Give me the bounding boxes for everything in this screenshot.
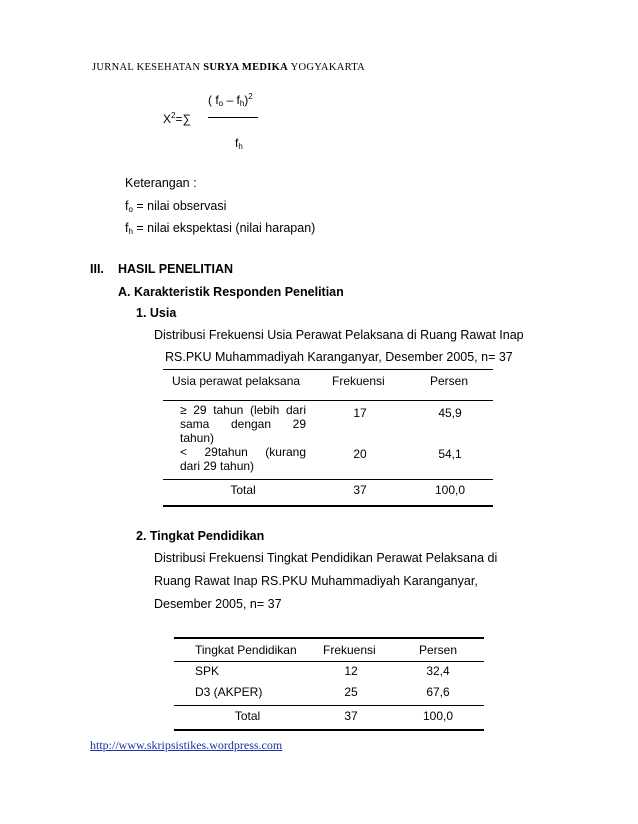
- pendidikan-caption-line1: Distribusi Frekuensi Tingkat Pendidikan Perawat Pelaksana di: [154, 551, 498, 565]
- pendidikan-table-top-rule: [174, 637, 484, 639]
- usia-row1-label-l2: sama dengan 29: [180, 417, 306, 431]
- lhs-x: X: [163, 112, 172, 126]
- usia-heading: 1. Usia: [136, 306, 177, 320]
- usia-caption-line2: RS.PKU Muhammadiyah Karanganyar, Desember 2005, n= 37: [165, 350, 513, 364]
- num-mid: – f: [223, 93, 240, 107]
- pendidikan-table-bottom-rule: [174, 729, 484, 731]
- legend-fh-text: = nilai ekspektasi (nilai harapan): [132, 221, 316, 235]
- legend-fo-f: f: [125, 199, 129, 213]
- num-sub-o: o: [218, 99, 224, 108]
- legend-title: Keterangan :: [125, 176, 197, 190]
- legend-fo: [125, 199, 226, 214]
- formula-lhs: [163, 111, 191, 126]
- pendidikan-row2-freq: 25: [344, 685, 358, 699]
- pendidikan-table-header-rule: [174, 661, 484, 662]
- header-part1: JURNAL KESEHATAN: [92, 62, 204, 73]
- pendidikan-row1-pct: 32,4: [426, 664, 450, 678]
- pendidikan-total-freq: 37: [344, 709, 358, 723]
- usia-row2-label-l2: dari 29 tahun): [180, 459, 255, 473]
- pendidikan-row2-pct: 67,6: [426, 685, 450, 699]
- usia-total-freq: 37: [353, 483, 367, 497]
- legend-fh: [125, 221, 315, 236]
- fraction-bar: [208, 117, 258, 118]
- footer-url-link[interactable]: http://www.skripsistikes.wordpress.com: [90, 738, 283, 752]
- subsection-title: A. Karakteristik Responden Penelitian: [118, 285, 344, 299]
- usia-col-header-1: Usia perawat pelaksana: [172, 374, 301, 388]
- num-close: ): [244, 93, 249, 107]
- formula-denominator: [235, 136, 243, 151]
- usia-row2-freq: 20: [353, 447, 367, 461]
- pendidikan-heading: 2. Tingkat Pendidikan: [136, 529, 265, 543]
- usia-row1-label-l1: ≥ 29 tahun (lebih dari: [180, 403, 306, 417]
- pendidikan-table-total-rule: [174, 705, 484, 706]
- usia-row1-freq: 17: [353, 406, 367, 420]
- usia-table-bottom-rule: [163, 505, 493, 507]
- section-title: HASIL PENELITIAN: [118, 262, 234, 276]
- pendidikan-total-pct: 100,0: [422, 709, 454, 723]
- usia-col-header-2: Frekuensi: [332, 374, 385, 388]
- usia-total-label: Total: [230, 483, 256, 497]
- pendidikan-caption-line2: Ruang Rawat Inap RS.PKU Muhammadiyah Karanganyar,: [154, 574, 478, 588]
- lhs-exp: 2: [171, 111, 176, 120]
- usia-table-total-rule: [163, 479, 493, 480]
- legend-fh-f: f: [125, 221, 129, 235]
- header-part3: YOGYAKARTA: [288, 62, 366, 73]
- pendidikan-row2-label: D3 (AKPER): [195, 685, 263, 699]
- usia-row1-label-l3: tahun): [180, 431, 215, 445]
- pendidikan-caption-line3: Desember 2005, n= 37: [154, 597, 282, 611]
- pendidikan-total-label: Total: [234, 709, 261, 723]
- num-open: ( f: [208, 93, 219, 107]
- journal-header: [92, 62, 365, 73]
- usia-row2-pct: 54,1: [438, 447, 462, 461]
- usia-total-pct: 100,0: [434, 483, 466, 497]
- usia-col-header-3: Persen: [430, 374, 469, 388]
- section-number: III.: [90, 262, 104, 276]
- pendidikan-row1-freq: 12: [344, 664, 358, 678]
- num-sub-h: h: [239, 99, 245, 108]
- lhs-rest: =∑: [175, 112, 192, 126]
- usia-row2-label-l1: < 29tahun (kurang: [180, 445, 306, 459]
- header-part2: SURYA MEDIKA: [203, 62, 289, 73]
- usia-row1-pct: 45,9: [438, 406, 462, 420]
- formula-numerator: [208, 92, 253, 108]
- usia-caption-line1: Distribusi Frekuensi Usia Perawat Pelaksana di Ruang Rawat Inap: [154, 328, 524, 342]
- den-sub: h: [238, 142, 243, 151]
- usia-table-top-rule: [163, 369, 493, 370]
- pendidikan-col-header-3: Persen: [419, 643, 458, 657]
- pendidikan-col-header-1: Tingkat Pendidikan: [195, 643, 297, 657]
- pendidikan-row1-label: SPK: [195, 664, 220, 678]
- legend-fo-text: = nilai observasi: [132, 199, 227, 213]
- den-f: f: [235, 136, 239, 150]
- usia-table-header-rule: [163, 400, 493, 401]
- pendidikan-col-header-2: Frekuensi: [323, 643, 376, 657]
- num-exp: 2: [248, 92, 253, 101]
- legend-fo-sub: o: [128, 205, 133, 214]
- legend-fh-sub: h: [128, 227, 133, 236]
